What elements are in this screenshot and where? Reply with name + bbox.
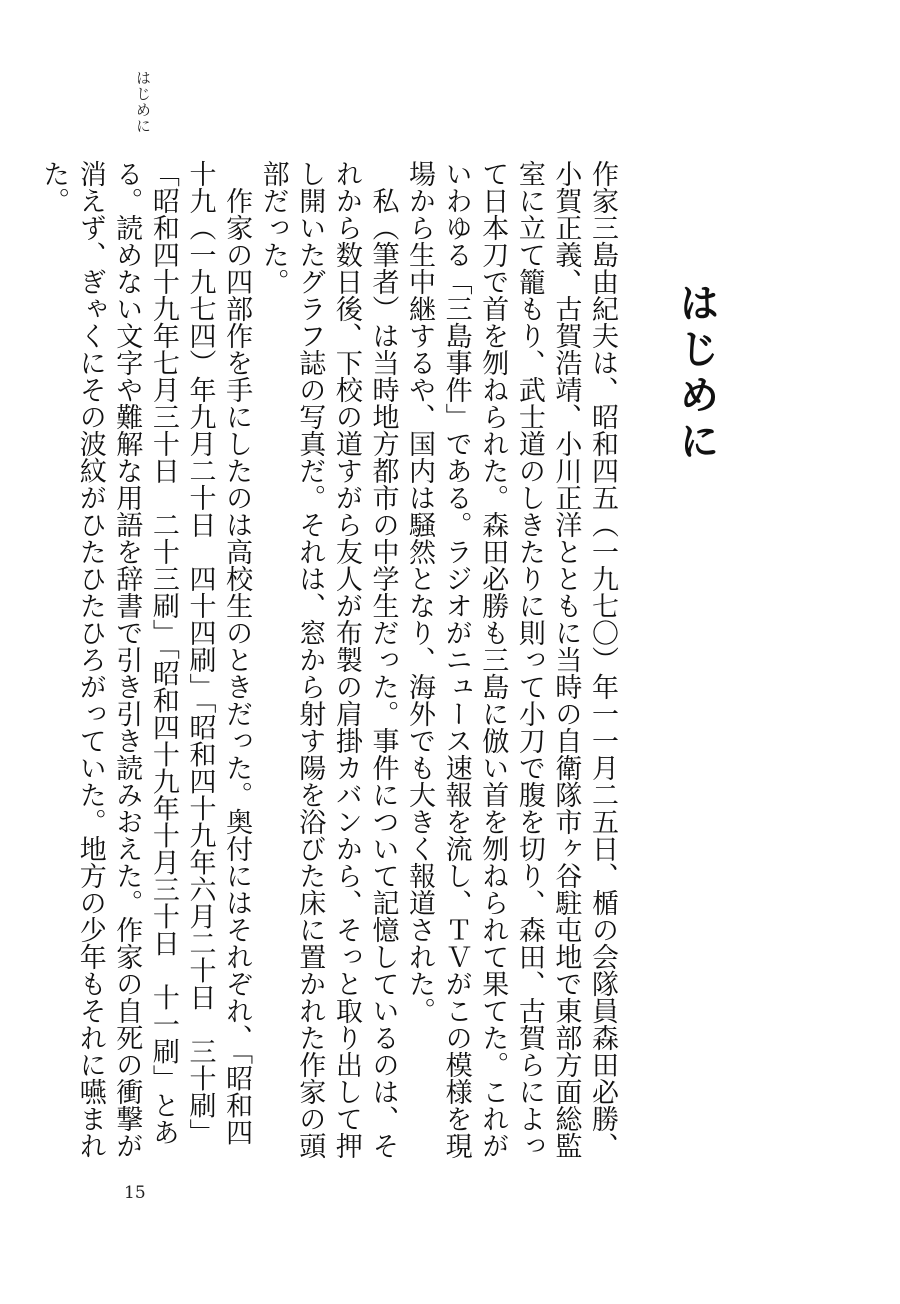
chapter-title: はじめに bbox=[673, 282, 720, 466]
body-text bbox=[38, 160, 620, 1170]
paragraph-1: 作家三島由紀夫は、昭和四五（一九七〇）年一一月二五日、楯の会隊員森田必勝、小賀正義、古賀浩靖、小川正洋とともに当時の自衛隊市ヶ谷駐屯地で東部方面総監室に立て籠もり、武士道のしきたりに則って小刀で腹を切り、森田、古賀らによって日本刀で首を刎ねられた。森田必勝も三島に倣い首を刎ねられて果てた。これがいわゆる「三島事件」である。ラジオがニュース速報を流し、ＴＶがこの模様を現場から生中継するや、国内は騒然となり、海外でも大きく報道された。 bbox=[404, 160, 618, 1159]
paragraph-3: 作家の四部作を手にしたのは高校生のときだった。奥付にはそれぞれ、「昭和四十九（一九七四）年九月二十日 四十四刷」「昭和四十九年六月二十日 三十刷」「昭和四十九年七月三十日 二十三刷」「昭和四十九年十月三十日 十一刷」とある。読めない文字や難解な用語を辞書で引き引き読みおえた。作家の自死の衝撃が消えず、ぎゃくにその波紋がひたひたひろがっていた。地方の少年もそれに嚥まれた。 bbox=[38, 160, 253, 1159]
running-head: はじめに bbox=[134, 70, 152, 134]
page-number: 15 bbox=[124, 1183, 146, 1203]
paragraph-2: 私（筆者）は当時地方都市の中学生だった。事件について記憶しているのは、それから数日後、下校の道すがら友人が布製の肩掛カバンから、そっと取り出して押し開いたグラフ誌の写真だ。それは、窓から射す陽を浴びた床に置かれた作家の頭部だった。 bbox=[257, 160, 399, 1159]
